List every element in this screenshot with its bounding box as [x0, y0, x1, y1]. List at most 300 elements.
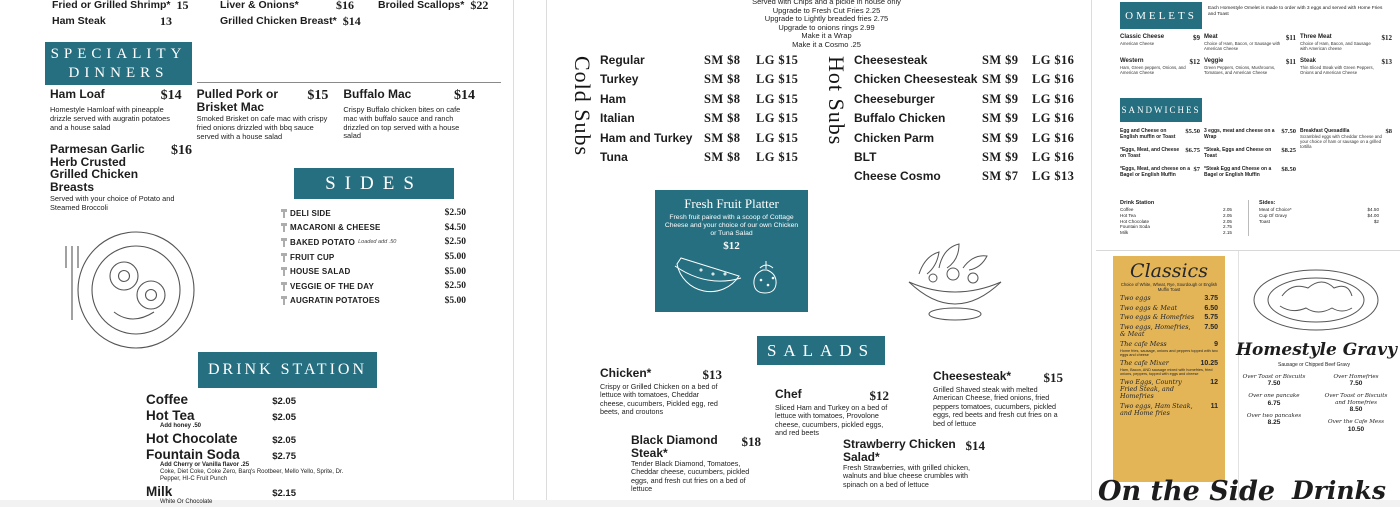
item-text [1204, 58, 1283, 75]
fresh-fruit-platter-card [655, 190, 808, 312]
item-price: 7.50 [1204, 324, 1218, 332]
speciality-dinner-list [50, 88, 475, 141]
gravy-column-1 [1238, 374, 1310, 433]
item-name: Steak [1300, 58, 1317, 64]
item-name: Parmesan Garlic Herb Crusted Grilled Chicken Breasts [50, 142, 145, 194]
item-price-large: LG $15 [756, 111, 799, 126]
classics-list [1120, 295, 1218, 418]
item-price-large: LG $15 [756, 53, 799, 67]
item-price: 11 [1210, 403, 1218, 411]
item-name: Two eggs & Meat [1120, 303, 1178, 312]
subs-salads-menu-page [549, 0, 1090, 500]
menu-item [1204, 128, 1296, 140]
item-price: $12 [869, 388, 889, 403]
header-line: OMELETS [1125, 9, 1197, 22]
gravy-plate-illustration [1242, 256, 1390, 343]
item-price-large: LG $15 [756, 130, 799, 145]
item-text [1300, 34, 1379, 51]
gravy-column-2 [1320, 374, 1392, 433]
item-name: FRUIT CUP [290, 252, 335, 262]
item-price: $8.50 [1281, 166, 1296, 173]
item-price-large: LG $15 [756, 91, 799, 106]
omelets-list [1120, 34, 1392, 75]
item-price: $4.50 [444, 222, 466, 233]
sandwiches-list [1120, 128, 1392, 178]
item-name: Ham and Turkey [600, 130, 693, 145]
item-price-small: SM $8 [704, 72, 741, 87]
item-price: $15 [307, 88, 329, 103]
item-price: 7.50 [1349, 380, 1363, 388]
sides-header [294, 168, 454, 199]
item-name: Three Meat [1300, 34, 1332, 40]
item-description: Tender Black Diamond, Tomatoes, Cheddar cheese, cucumbers, pickled eggs, and fresh cut fries on a bed of lettuce [631, 459, 750, 494]
item-price-small: SM $9 [982, 130, 1019, 145]
item-price: 15 [176, 0, 189, 12]
item-price: 2.05 [1223, 207, 1232, 212]
menu-item-chicken-salad [600, 367, 722, 417]
item-price-small: SM $8 [704, 149, 741, 164]
item-price: 2.75 [1223, 224, 1232, 230]
note-line: Upgrade to onions rings 2.99 [778, 22, 875, 32]
item-name: Cheeseburger [854, 91, 935, 106]
mini-drink-rows [1120, 207, 1232, 236]
item-price-small: SM $9 [982, 149, 1019, 164]
item-name: Cheesesteak* [933, 369, 1012, 383]
item-description: Sliced Ham and Turkey on a bed of lettuce with tomatoes, Provolone cheese, cucumbers, pickled eggs, and red beets [775, 403, 888, 438]
item-name: Two eggs & Homefries [1120, 313, 1195, 322]
menu-item [1120, 360, 1218, 377]
item-text [1204, 147, 1278, 159]
item-name: AUGRATIN POTATOES [290, 296, 380, 306]
item-name: BAKED POTATO [290, 237, 356, 247]
item-price: $12 [1189, 58, 1200, 66]
item-price: $2.05 [272, 396, 296, 407]
menu-item [1120, 147, 1200, 159]
page-divider [1096, 250, 1400, 251]
item-price-large: LG $16 [1032, 53, 1075, 67]
menu-item [1120, 295, 1218, 302]
item-name: Egg and Cheese on English muffin or Toast [1120, 128, 1176, 140]
item-price-large: LG $13 [1032, 169, 1075, 184]
entree-column-3 [378, 0, 489, 13]
item-text [1120, 166, 1191, 178]
page-divider [546, 0, 547, 500]
menu-item [1320, 393, 1392, 413]
dinners-menu-page [0, 0, 513, 505]
sides-list [281, 206, 466, 308]
item-name: Liver & Onions* [220, 0, 299, 11]
menu-item [146, 408, 296, 430]
item-price: $5.00 [444, 266, 466, 277]
entree-column-2 [220, 0, 361, 29]
divider-rule [197, 82, 501, 83]
card-title: Fresh Fruit Platter [684, 196, 779, 211]
item-price-large: LG $15 [756, 72, 799, 87]
menu-item [1120, 128, 1200, 140]
item-name: Cheesesteak [854, 53, 928, 67]
item-name: Classic Cheese [1120, 34, 1165, 40]
menu-item [197, 88, 329, 141]
item-name: Over Toast or Biscuits and Homefries [1324, 393, 1388, 406]
fork-icon [281, 296, 290, 305]
item-price: 2.05 [1223, 212, 1232, 218]
fork-icon [281, 267, 290, 276]
item-text [1300, 128, 1383, 149]
item-name: Two eggs [1120, 294, 1151, 302]
menu-item [1204, 166, 1296, 178]
item-price: $8.25 [1281, 147, 1296, 154]
item-price: $5.00 [444, 295, 466, 306]
menu-item [1120, 34, 1200, 51]
item-price-large: LG $16 [1032, 149, 1075, 164]
menu-item [220, 13, 361, 29]
item-description: White Or Chocolate [160, 499, 213, 505]
item-price: 7.50 [1267, 380, 1281, 388]
item-price: $8 [1385, 128, 1392, 135]
menu-item [1320, 374, 1392, 387]
menu-item [600, 92, 814, 111]
item-name: *Steak, Eggs and Cheese on Toast [1204, 147, 1272, 159]
item-name: Tuna [600, 149, 628, 164]
item-price-small: SM $7 [982, 169, 1019, 184]
item-name: Hot Chocolate [1120, 218, 1150, 224]
item-price: 12 [1210, 379, 1218, 387]
menu-item-black-diamond-steak-salad [631, 434, 761, 494]
item-price: $5.50 [1185, 128, 1200, 135]
item-price-small: SM $8 [704, 53, 741, 67]
gravy-title: Homestyle Gravy [1236, 340, 1397, 360]
item-name: VEGGIE OF THE DAY [290, 281, 375, 291]
item-description: Grilled Shaved steak with melted American Cheese, fried onions, fried peppers tomatoes, cucumbers, pickled eggs, red beets and fresh cut fries on a bed of lettuce [933, 385, 1058, 428]
drinks-title: Drinks [1292, 476, 1386, 505]
item-name: Over two pancakes [1246, 412, 1302, 419]
item-name: *Eggs, Meat, and Cheese on Toast [1120, 147, 1180, 159]
item-name: Milk [146, 484, 173, 499]
item-name: Fountain Soda [146, 447, 240, 462]
menu-item [281, 221, 466, 236]
menu-item [854, 111, 1086, 130]
item-name: Meat of Choice* [1259, 207, 1292, 212]
menu-item-chef-salad [775, 388, 889, 438]
item-price: 13 [160, 14, 172, 28]
item-name: Western [1120, 58, 1144, 64]
item-name: Cheese Cosmo [854, 169, 941, 184]
menu-item [1120, 58, 1200, 75]
item-price: $16 [171, 143, 192, 158]
page-divider [1091, 0, 1092, 500]
menu-item [220, 0, 354, 13]
menu-item [600, 150, 814, 169]
item-name: BLT [854, 149, 877, 164]
item-price: 2.15 [1223, 230, 1232, 236]
menu-item [1300, 34, 1392, 51]
header-line: SANDWICHES [1121, 105, 1201, 115]
item-description: Home fries, sausage, onions and peppers topped with two eggs and cheese [1120, 348, 1218, 358]
item-header [50, 88, 182, 104]
item-description: Ham, Bacon, AND sausage mixed with homefries, fried onions, peppers, topped with eggs and cheese [1120, 367, 1213, 377]
item-name: Hot Tea [1120, 212, 1136, 218]
mini-price-lists [1120, 200, 1392, 236]
entree-column-1 [52, 0, 189, 29]
omelets-note: Each Homestyle Omelet is made to order with 3 eggs and served with Home Fries and Toast [1208, 6, 1383, 17]
item-price: $7 [1193, 166, 1200, 173]
breakfast-menu-page [1096, 0, 1400, 507]
hot-subs-label: Hot Subs [824, 56, 849, 146]
item-price: 2.05 [1223, 218, 1232, 224]
item-name: Fried or Grilled Shrimp* [52, 0, 171, 11]
note-line: Upgrade to Lightly breaded fries 2.75 [764, 14, 889, 24]
menu-item-strawberry-chicken-salad [843, 438, 985, 489]
item-price: $2 [1373, 218, 1379, 224]
speciality-dinners-header [45, 42, 192, 85]
item-name: Fountain Soda [1120, 224, 1150, 230]
item-name: Chicken Cheesesteak [854, 72, 978, 87]
sandwich-column-1 [1120, 128, 1200, 178]
item-name: Broiled Scallops* [378, 0, 465, 11]
item-price-small: SM $9 [982, 91, 1019, 106]
page-divider [513, 0, 514, 500]
item-price-small: SM $8 [704, 111, 741, 126]
plate-illustration [52, 212, 202, 367]
item-price: $2.05 [272, 435, 296, 446]
menu-item [600, 72, 814, 91]
item-price: $14 [454, 88, 476, 103]
item-price: $12 [1381, 34, 1392, 42]
header-line: SPECIALITY [50, 45, 187, 62]
item-price: $2.15 [272, 488, 296, 499]
item-header [146, 431, 296, 446]
menu-item [1120, 314, 1218, 321]
card-price: $12 [723, 240, 740, 252]
item-price-small: SM $9 [982, 72, 1019, 87]
salads-header [757, 336, 885, 365]
item-price-small: SM $8 [704, 91, 741, 106]
note-line: Upgrade to Fresh Cut Fries 2.25 [772, 5, 881, 15]
item-text [1204, 34, 1283, 51]
menu-item [1259, 219, 1379, 225]
menu-item [1120, 403, 1218, 417]
item-price-large: LG $15 [756, 149, 799, 164]
item-price: $11 [1285, 34, 1296, 42]
menu-item [1204, 147, 1296, 159]
item-name: MACARONI & CHEESE [290, 223, 381, 233]
item-price-small: SM $8 [704, 130, 741, 145]
item-name: Hot Chocolate [146, 431, 238, 446]
item-name: Coffee [146, 392, 189, 407]
item-price: $6.75 [1185, 147, 1200, 154]
menu-item [146, 447, 344, 483]
item-name: HOUSE SALAD [290, 267, 351, 277]
item-price-large: LG $16 [1032, 130, 1075, 145]
card-subtitle: Choice of White, Wheat, Rye, Sourdough or English Muffin Toast [1120, 282, 1218, 292]
menu-item [1120, 324, 1218, 338]
item-price: $2.75 [272, 451, 296, 462]
item-header [146, 392, 296, 407]
gravy-subtitle: Sausage or Chipped Beef Gravy [1278, 362, 1350, 368]
item-price: $2.50 [444, 208, 466, 219]
item-description: Green Peppers, Onions, Mushrooms, Tomatoes, and American Cheese [1204, 65, 1276, 75]
item-name: Breakfast Quesadilla [1300, 128, 1350, 134]
item-description: Ham, Green peppers, Onions, and American Cheese [1120, 65, 1186, 75]
item-price: $15 [1043, 370, 1063, 385]
item-text [1120, 128, 1182, 140]
mini-side-rows [1259, 207, 1379, 224]
menu-item [1120, 230, 1232, 236]
item-name: The cafe Mess [1120, 340, 1167, 349]
item-price: $9 [1193, 34, 1200, 42]
drink-list [146, 392, 344, 507]
item-text [1300, 58, 1379, 75]
menu-item [854, 150, 1086, 169]
card-description: Fresh fruit paired with a scoop of Cottage Cheese and your choice of our own Chicken or Tuna Salad [664, 214, 799, 237]
menu-item [854, 131, 1086, 150]
item-name: Veggie [1204, 58, 1224, 64]
menu-item [600, 111, 814, 130]
menu-item [52, 13, 172, 29]
mini-list-title: Sides: [1259, 200, 1276, 206]
item-price: $14 [342, 14, 361, 28]
item-description: Served with your choice of Potato and Steamed Broccoli [50, 194, 175, 212]
item-name: 3 eggs, meat and cheese on a Wrap [1204, 128, 1275, 140]
item-name: Over Homefries [1333, 374, 1379, 380]
item-price: 6.50 [1204, 304, 1218, 312]
item-header [50, 143, 192, 193]
menu-item [1238, 374, 1310, 387]
fork-icon [281, 209, 290, 218]
item-name: Pulled Pork or Brisket Mac [196, 87, 279, 114]
item-description: Fresh Strawberries, with grilled chicken, walnuts and blue cheese crumbles with spinach on a bed of lettuce [843, 463, 971, 489]
drink-station-header [198, 352, 377, 388]
card-title: Classics [1130, 260, 1208, 282]
item-price: $2.50 [444, 281, 466, 292]
item-price-large: LG $16 [1032, 111, 1075, 126]
menu-item [1120, 341, 1218, 358]
item-name: Meat [1204, 34, 1218, 40]
item-name: Ham Loaf [50, 87, 105, 101]
item-name: Over one pancake [1248, 393, 1300, 400]
item-price: 10.50 [1347, 425, 1365, 433]
item-description: Choice of Ham, Bacon, and Sausage with American cheese [1300, 41, 1371, 51]
item-description: Scrambled eggs with Cheddar Cheese and your choice of ham or sausage on a grilled tortilla [1300, 134, 1382, 149]
note-line: Make it a Cosmo .25 [792, 39, 861, 49]
item-price: $13 [702, 367, 722, 382]
classics-card [1113, 256, 1225, 482]
item-price: $5.00 [444, 252, 466, 263]
fork-icon [281, 238, 290, 247]
item-description: Smoked Brisket on cafe mac with crispy fried onions drizzled with bbq sauce served with a house salad [196, 114, 328, 141]
menu-item [1204, 58, 1296, 75]
header-line: SALADS [766, 340, 876, 360]
menu-item [854, 72, 1086, 91]
header-line: DRINK STATION [207, 361, 368, 378]
mini-drink-station [1120, 200, 1232, 236]
sandwiches-header [1120, 98, 1202, 122]
item-description: Crispy Buffalo chicken bites on cafe mac with buffalo sauce and ranch drizzled on top served with a house salad [343, 105, 461, 141]
item-price: 10.25 [1200, 360, 1218, 368]
item-name: Two Eggs, Country Fried Steak, and Homefries [1120, 378, 1182, 401]
item-description: Coke, Diet Coke, Coke Zero, Barq's Rootbeer, Mello Yello, Sprite, Dr. Pepper, HI-C Fruit Punch [160, 469, 344, 482]
note-line: Make it a Wrap [801, 31, 852, 41]
menu-item [1320, 419, 1392, 432]
item-price: $2.50 [444, 237, 466, 248]
menu-item [281, 206, 466, 221]
item-name: Two eggs, Ham Steak, and Home fries [1120, 402, 1193, 418]
cold-subs-label: Cold Subs [570, 56, 595, 157]
item-name: Black Diamond Steak* [631, 433, 718, 460]
menu-item [281, 294, 466, 309]
item-price: 3.75 [1204, 295, 1218, 302]
item-price: $13 [1381, 58, 1392, 66]
item-name: Ham Steak [52, 15, 106, 27]
item-text [1204, 166, 1278, 178]
item-header [343, 88, 475, 104]
menu-item [854, 169, 1086, 188]
item-price: $16 [336, 0, 354, 12]
menu-item [1120, 379, 1218, 401]
fork-icon [281, 223, 290, 232]
item-price-large: LG $16 [1032, 72, 1075, 87]
omelets-header [1120, 2, 1202, 29]
item-name: Regular [600, 53, 645, 67]
menu-item [600, 131, 814, 150]
item-price: 6.75 [1267, 399, 1281, 407]
menu-item-parmesan-chicken [50, 143, 192, 213]
mini-sides [1248, 200, 1379, 236]
item-name: Ham [600, 91, 627, 106]
menu-item [1204, 34, 1296, 51]
item-name: Two eggs, Homefries, & Meat [1120, 323, 1191, 339]
item-name: DELI SIDE [290, 208, 331, 218]
item-name: The cafe Mixer [1120, 359, 1169, 368]
item-header [146, 484, 296, 499]
item-price-small: SM $9 [982, 111, 1019, 126]
menu-item [146, 431, 296, 446]
menu-item [52, 0, 189, 13]
item-header [197, 88, 329, 113]
fork-icon [281, 282, 290, 291]
item-name: Chicken* [600, 366, 652, 380]
item-name: Chef [775, 387, 802, 401]
item-description: Homestyle Hamloaf with pineapple drizzle served with augratin potatoes and a house salad [50, 105, 170, 132]
item-note: Loaded add .50 [358, 239, 397, 246]
item-name: Cup Of Gravy [1259, 212, 1288, 218]
menu-item [1300, 58, 1392, 75]
item-price: $14 [160, 88, 182, 103]
item-name: *Steak Egg and Cheese on a Bagel or English Muffin [1204, 166, 1272, 178]
item-name: Toast [1259, 218, 1270, 224]
fruit-illustration [664, 252, 799, 303]
item-name: *Eggs, Meat, and cheese on a Bagel or English Muffin [1120, 166, 1191, 178]
on-the-side-title: On the Side [1098, 476, 1276, 507]
item-price: $2.05 [272, 412, 296, 423]
menu-item [281, 250, 466, 265]
item-price: $4.50 [1367, 207, 1379, 212]
mini-list-title: Drink Station [1120, 200, 1155, 206]
item-header [146, 408, 296, 423]
item-price: $7.50 [1281, 128, 1296, 135]
item-price: 9 [1214, 341, 1218, 349]
item-description: American Cheese [1120, 41, 1155, 46]
salad-illustration [901, 210, 1009, 350]
menu-item [343, 88, 475, 141]
cold-subs-list [600, 53, 814, 169]
menu-item-cheesesteak-salad [933, 370, 1063, 428]
menu-item [378, 0, 489, 13]
menu-item [1238, 413, 1310, 426]
sandwich-column-2 [1204, 128, 1296, 178]
item-price: $14 [965, 438, 985, 453]
upgrade-notes [694, 0, 959, 50]
